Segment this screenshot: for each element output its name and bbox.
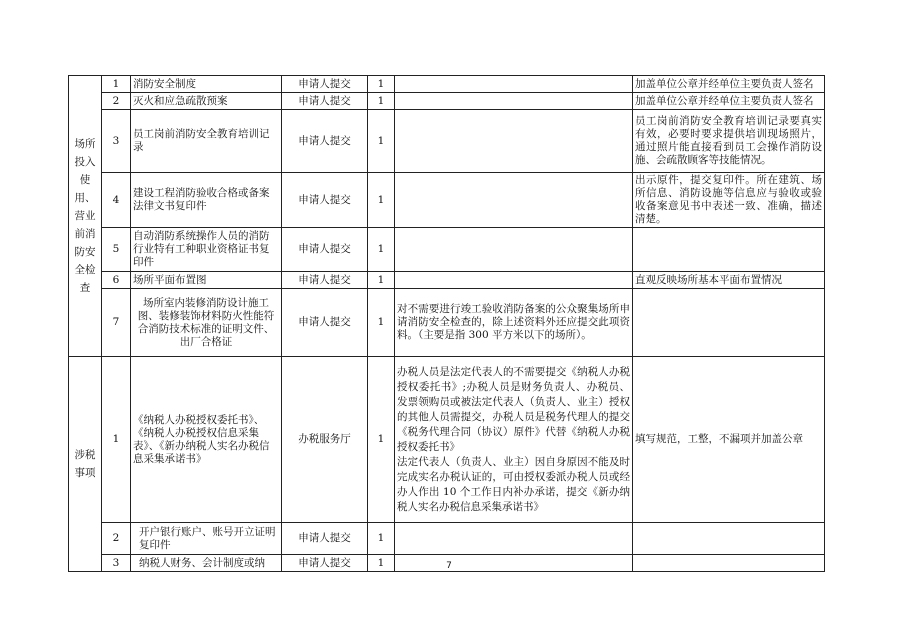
- category-cell: 涉税事项: [69, 357, 102, 572]
- material-name: 自动消防系统操作人员的消防行业特有工种职业资格证书复印件: [131, 228, 282, 272]
- requirement-note: 直观反映场所基本平面布置情况: [633, 272, 825, 289]
- row-index: 4: [102, 173, 131, 228]
- material-name: 纳税人财务、会计制度或纳: [131, 555, 282, 572]
- requirement-note: 填写规范，工整，不漏项并加盖公章: [633, 357, 825, 523]
- row-index: 1: [102, 76, 131, 93]
- remark: [395, 523, 633, 555]
- submitter: 申请人提交: [282, 272, 368, 289]
- material-name: 场所室内装修消防设计施工图、装修装饰材料防火性能符合消防技术标准的证明文件、出厂合格证: [131, 289, 282, 357]
- material-name: 场所平面布置图: [131, 272, 282, 289]
- material-name: 开户银行账户、账号开立证明复印件: [131, 523, 282, 555]
- table-row: [69, 289, 825, 357]
- requirement-note: 员工岗前消防安全教育培训记录要真实有效，必要时要求提供培训现场照片，通过照片能直接看到员工会操作消防设施、会疏散顾客等技能情况。: [633, 110, 825, 173]
- requirement-note: [633, 289, 825, 357]
- remark: [395, 228, 633, 272]
- copy-count: 1: [368, 228, 395, 272]
- submitter: 申请人提交: [282, 173, 368, 228]
- requirement-note: 加盖单位公章并经单位主要负责人签名: [633, 76, 825, 93]
- submitter: 申请人提交: [282, 110, 368, 173]
- remark: 办税人员是法定代表人的不需要提交《纳税人办税授权委托书》;办税人员是财务负责人、办税员、发票领购员或被法定代表人（负责人、业主）授权的其他人员需提交，办税人员是税务代理人的提交《税务代理合同（协议）原件》代替《纳税人办税授权委托书》 法定代表人（负责人、业主）因自身原因不能及时完成实名办税认证的，可由授权委派办税人员或经办人作出 10 个工作日内补办承诺，提交《新办纳税人实名办税信息采集承诺书》: [395, 357, 633, 523]
- material-name: 消防安全制度: [131, 76, 282, 93]
- requirement-note: [633, 523, 825, 555]
- copy-count: 1: [368, 173, 395, 228]
- table-row: [69, 93, 825, 110]
- requirement-note: 加盖单位公章并经单位主要负责人签名: [633, 93, 825, 110]
- row-index: 5: [102, 228, 131, 272]
- remark: [395, 173, 633, 228]
- copy-count: 1: [368, 523, 395, 555]
- table-row: [69, 523, 825, 555]
- copy-count: 1: [368, 93, 395, 110]
- submitter: 申请人提交: [282, 555, 368, 572]
- category-cell: 场所投入使用、营业前消防安全检查: [69, 76, 102, 357]
- table-row: [69, 76, 825, 93]
- copy-count: 1: [368, 76, 395, 93]
- submitter: 申请人提交: [282, 93, 368, 110]
- table-row: [69, 228, 825, 272]
- copy-count: 1: [368, 272, 395, 289]
- material-name: 员工岗前消防安全教育培训记录: [131, 110, 282, 173]
- row-index: 2: [102, 523, 131, 555]
- copy-count: 1: [368, 555, 395, 572]
- copy-count: 1: [368, 289, 395, 357]
- submitter: 申请人提交: [282, 523, 368, 555]
- material-name: 灭火和应急疏散预案: [131, 93, 282, 110]
- copy-count: 1: [368, 110, 395, 173]
- material-name: 建设工程消防验收合格或备案法律文书复印件: [131, 173, 282, 228]
- materials-table: [68, 75, 825, 572]
- table-row: [69, 110, 825, 173]
- remark: [395, 76, 633, 93]
- requirement-note: 出示原件，提交复印件。所在建筑、场所信息、消防设施等信息应与验收或验收备案意见书中表述一致、准确，描述清楚。: [633, 173, 825, 228]
- submitter: 申请人提交: [282, 76, 368, 93]
- submitter: 办税服务厅: [282, 357, 368, 523]
- submitter: 申请人提交: [282, 289, 368, 357]
- row-index: 2: [102, 93, 131, 110]
- material-name: 《纳税人办税授权委托书》、《纳税人办税授权信息采集表》、《新办纳税人实名办税信息采集承诺书》: [131, 357, 282, 523]
- table-row: [69, 272, 825, 289]
- remark: [395, 93, 633, 110]
- remark: [395, 272, 633, 289]
- remark: 对不需要进行竣工验收消防备案的公众聚集场所申请消防安全检查的，除上述资料外还应提交此项资料。（主要是指 300 平方米以下的场所）。: [395, 289, 633, 357]
- copy-count: 1: [368, 357, 395, 523]
- row-index: 7: [102, 289, 131, 357]
- table-row: [69, 173, 825, 228]
- row-index: 1: [102, 357, 131, 523]
- remark: [395, 110, 633, 173]
- row-index: 3: [102, 555, 131, 572]
- submitter: 申请人提交: [282, 228, 368, 272]
- row-index: 3: [102, 110, 131, 173]
- table-row: [69, 357, 825, 523]
- row-index: 6: [102, 272, 131, 289]
- requirement-note: [633, 228, 825, 272]
- page-number: 7: [446, 561, 452, 571]
